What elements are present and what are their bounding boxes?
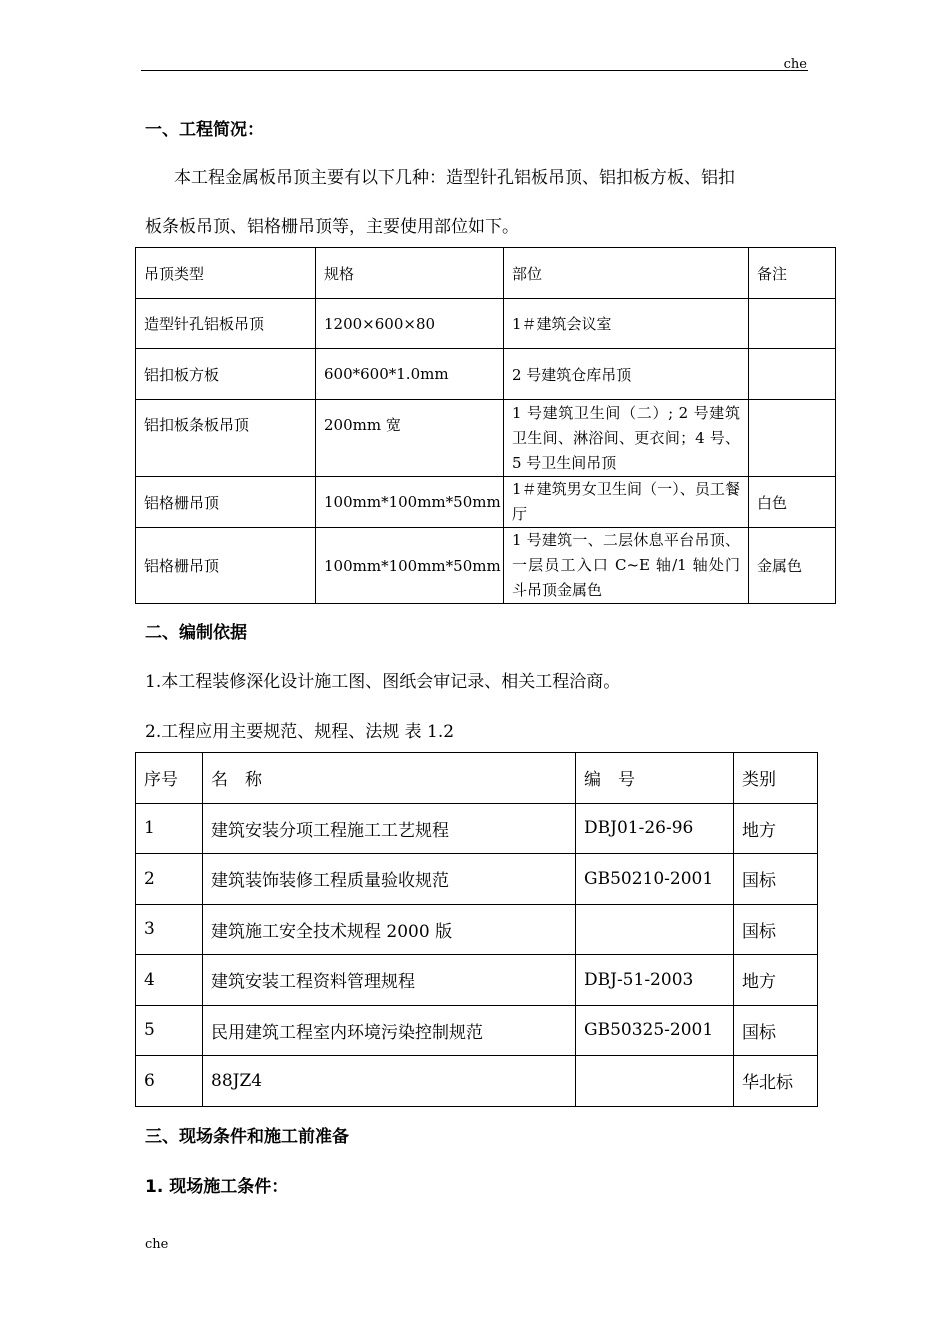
table-cell xyxy=(749,349,836,400)
table-cell: DBJ-51-2003 xyxy=(576,955,734,1006)
table-header-row xyxy=(136,753,818,804)
table-cell xyxy=(749,299,836,349)
table-cell: 华北标 xyxy=(734,1056,818,1107)
table-cell: 100mm*100mm*50mm xyxy=(316,477,504,528)
table-cell: 5 xyxy=(136,1005,203,1056)
table-cell: GB50325-2001 xyxy=(576,1005,734,1056)
table-row xyxy=(136,854,818,905)
table-cell: 1＃建筑男女卫生间（一）、员工餐厅 xyxy=(504,477,749,528)
section2-item1: 1.本工程装修深化设计施工图、图纸会审记录、相关工程洽商。 xyxy=(145,672,621,692)
table-cell: 地方 xyxy=(734,955,818,1006)
table-cell: 金属色 xyxy=(749,528,836,604)
table-cell: 建筑安装分项工程施工工艺规程 xyxy=(203,803,576,854)
table-cell: 铝扣板方板 xyxy=(136,349,316,400)
table-cell: 国标 xyxy=(734,904,818,955)
table-cell: 建筑装饰装修工程质量验收规范 xyxy=(203,854,576,905)
table-row xyxy=(136,955,818,1006)
table-cell: 100mm*100mm*50mm xyxy=(316,528,504,604)
table-cell: 88JZ4 xyxy=(203,1056,576,1107)
header-cell: 部位 xyxy=(504,248,749,299)
table-cell: 铝扣板条板吊顶 xyxy=(136,400,316,477)
table-cell xyxy=(576,904,734,955)
table-cell: 6 xyxy=(136,1056,203,1107)
table-cell: 国标 xyxy=(734,1005,818,1056)
table-cell: 建筑施工安全技术规程 2000 版 xyxy=(203,904,576,955)
table-cell: 地方 xyxy=(734,803,818,854)
table-cell: 铝格栅吊顶 xyxy=(136,528,316,604)
section1-intro-line2: 板条板吊顶、铝格栅吊顶等，主要使用部位如下。 xyxy=(145,217,519,237)
section3-subheading: 1. 现场施工条件： xyxy=(145,1177,289,1197)
table-row xyxy=(136,1005,818,1056)
table-cell: 1＃建筑会议室 xyxy=(504,299,749,349)
table-cell: 建筑安装工程资料管理规程 xyxy=(203,955,576,1006)
standards-table xyxy=(135,752,818,1107)
header-label: che xyxy=(783,57,807,72)
header-cell: 名 称 xyxy=(203,753,576,804)
header-cell: 编 号 xyxy=(576,753,734,804)
table-row xyxy=(136,904,818,955)
table-cell: 1 号建筑卫生间（二）; 2 号建筑卫生间、淋浴间、更衣间；4 号、5 号卫生间吊顶 xyxy=(504,400,749,477)
table-row xyxy=(136,803,818,854)
table-cell: 2 号建筑仓库吊顶 xyxy=(504,349,749,400)
table-cell: 白色 xyxy=(749,477,836,528)
section2-item2: 2.工程应用主要规范、规程、法规 表 1.2 xyxy=(145,722,455,742)
table-cell: 600*600*1.0mm xyxy=(316,349,504,400)
section3-heading: 三、现场条件和施工前准备 xyxy=(145,1127,349,1147)
table-cell: 1 号建筑一、二层休息平台吊顶、一层员工入口 C~E 轴/1 轴处门斗吊顶金属色 xyxy=(504,528,749,604)
table-row xyxy=(136,477,836,528)
table-row xyxy=(136,349,836,400)
header-rule xyxy=(141,70,808,71)
header-cell: 吊顶类型 xyxy=(136,248,316,299)
table-cell: 4 xyxy=(136,955,203,1006)
header-cell: 备注 xyxy=(749,248,836,299)
ceiling-types-table xyxy=(135,247,836,604)
footer-label: che xyxy=(145,1237,169,1252)
table-cell: 3 xyxy=(136,904,203,955)
table-cell: DBJ01-26-96 xyxy=(576,803,734,854)
table-cell: GB50210-2001 xyxy=(576,854,734,905)
table-cell xyxy=(749,400,836,477)
table-header-row xyxy=(136,248,836,299)
table-row xyxy=(136,299,836,349)
table-cell: 2 xyxy=(136,854,203,905)
table-cell: 200mm 宽 xyxy=(316,400,504,477)
table-row xyxy=(136,1056,818,1107)
table-cell: 民用建筑工程室内环境污染控制规范 xyxy=(203,1005,576,1056)
table-cell: 国标 xyxy=(734,854,818,905)
section1-intro-line1: 本工程金属板吊顶主要有以下几种：造型针孔铝板吊顶、铝扣板方板、铝扣 xyxy=(174,168,735,188)
header-cell: 规格 xyxy=(316,248,504,299)
table-cell: 造型针孔铝板吊顶 xyxy=(136,299,316,349)
section2-heading: 二、编制依据 xyxy=(145,623,247,643)
section1-heading: 一、工程简况： xyxy=(145,120,264,140)
table-row xyxy=(136,528,836,604)
table-row xyxy=(136,400,836,477)
table-cell: 铝格栅吊顶 xyxy=(136,477,316,528)
table-cell xyxy=(576,1056,734,1107)
table-cell: 1200×600×80 xyxy=(316,299,504,349)
table-cell: 1 xyxy=(136,803,203,854)
header-cell: 序号 xyxy=(136,753,203,804)
header-cell: 类别 xyxy=(734,753,818,804)
